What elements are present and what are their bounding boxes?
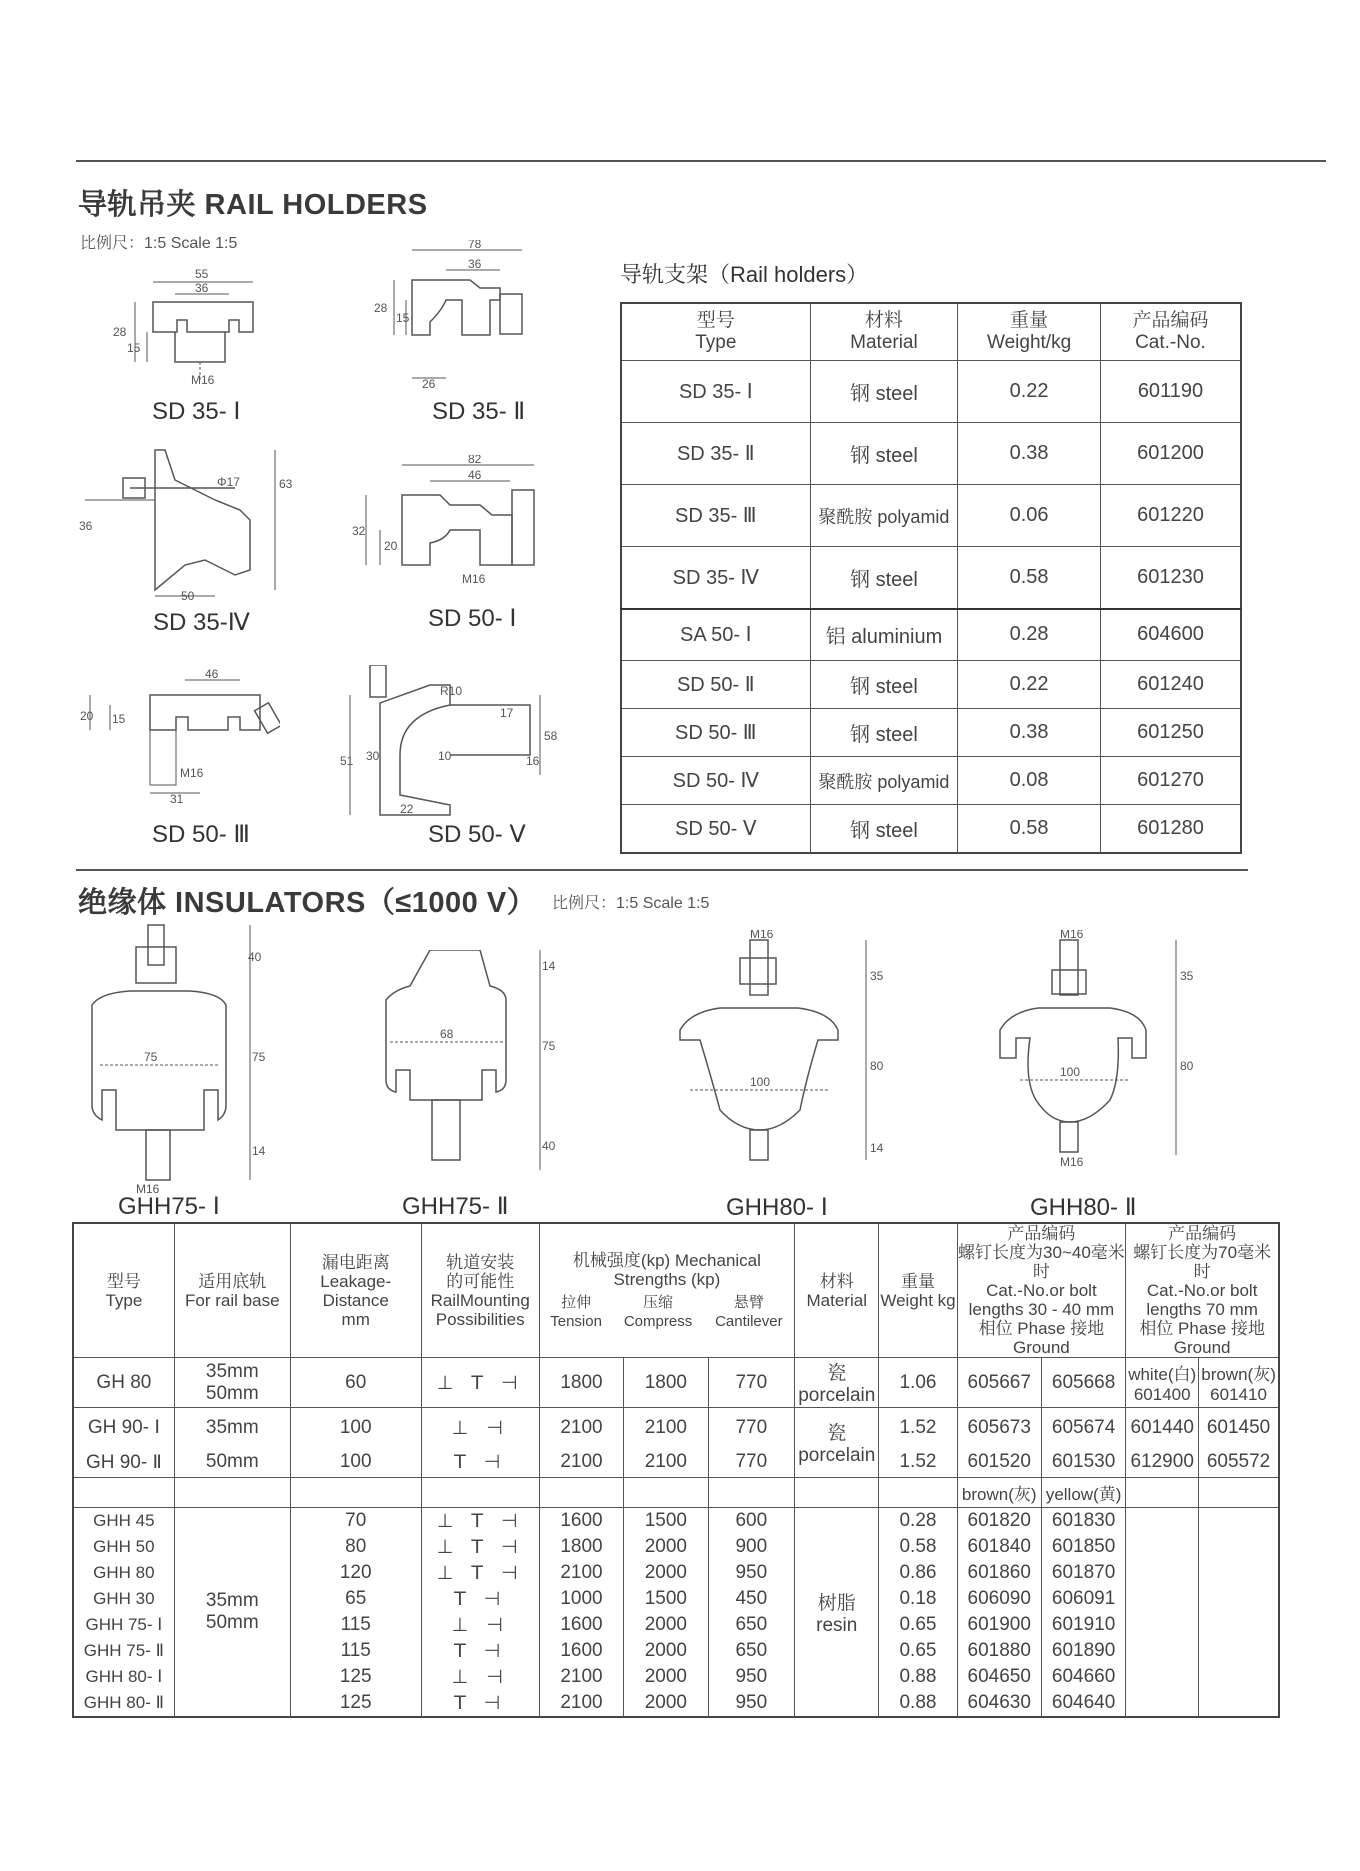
dim-sd50iii-46: 46 [205,667,219,681]
dim-sd35ii-78: 78 [468,240,482,251]
resin-leak: 70 80 120 65 115 115 125 125 [290,1508,421,1718]
header-type: 型号 Type [621,303,810,361]
cell-material: 钢 steel [810,361,958,423]
dim-sd50v-16: 16 [526,754,540,768]
cell-compress: 2100 [624,1448,708,1478]
insulators-title: 绝缘体 INSULATORS（≤1000 V） [78,887,537,919]
cell-base: 35mm [174,1408,290,1448]
cell-weight: 0.38 [958,423,1101,485]
dim-g80i-14: 14 [870,1141,884,1155]
figure-ghh75-ii [370,950,570,1190]
rail-holders-title: 导轨吊夹 RAIL HOLDERS [78,189,428,221]
cell-cat: 604600 [1100,609,1241,661]
cell-phase70: white(白) 601400 [1126,1358,1199,1408]
dim-g80ii-m16: M16 [1060,930,1084,941]
figure-sd50-v [340,665,570,820]
cell-weight: 0.08 [958,757,1101,805]
label-yellow: yellow(黄) [1041,1478,1125,1508]
label-sd50-v: SD 50- Ⅴ [428,821,526,848]
hdr-mechanical: 机械强度(kp) Mechanical Strengths (kp) 拉伸Tension 压缩 Compress 悬臂 Cantilever [539,1223,794,1358]
label-sd50-iii: SD 50- Ⅲ [152,821,250,848]
color-label-row [73,1478,1279,1508]
dim-sd35i-36: 36 [195,281,209,295]
label-ghh80-ii: GHH80- Ⅱ [1030,1194,1137,1221]
dim-sd50v-17: 17 [500,706,514,720]
rail-table-title: 导轨支架（Rail holders） [620,262,869,287]
dim-sd50i-82: 82 [468,455,482,466]
header-weight: 重量 Weight/kg [958,303,1101,361]
dim-sd50iii-31: 31 [170,792,184,805]
cell-tension: 2100 [539,1448,623,1478]
cell-cat: 601190 [1100,361,1241,423]
cell-weight: 1.52 [879,1408,957,1448]
cell-material: 聚酰胺 polyamid [810,757,958,805]
dim-sd50i-46: 46 [468,468,482,482]
dim-sd35ii-26: 26 [422,377,436,390]
dim-sd35ii-15: 15 [396,311,410,325]
dim-sd35i-28: 28 [113,325,127,339]
dim-sd50v-22: 22 [400,802,414,816]
dim-sd35i-m16: M16 [191,373,215,387]
hdr-mounting: 轨道安装 的可能性 RailMounting Possibilities [421,1223,539,1358]
cell-mount: ⊥ T ⊣ [421,1358,539,1408]
dim-g75ii-68: 68 [440,1027,454,1041]
dim-sd35i-15: 15 [127,341,141,355]
cell-compress: 1800 [624,1358,708,1408]
cell-type: GH 90- Ⅰ [73,1408,174,1448]
dim-sd35ii-28: 28 [374,301,388,315]
cell-cat: 601280 [1100,805,1241,853]
hdr-rail-base: 适用底轨 For rail base [174,1223,290,1358]
cell-cat: 601200 [1100,423,1241,485]
dim-g80ii-80: 80 [1180,1059,1194,1073]
dim-sd50v-30: 30 [366,749,380,763]
rail-holders-table [620,302,1242,854]
hdr-tension: 拉伸Tension [550,1293,602,1330]
cell-cantilever: 770 [708,1358,795,1408]
dim-g80ii-m16b: M16 [1060,1155,1084,1169]
resin-weight: 0.28 0.58 0.86 0.18 0.65 0.65 0.88 0.88 [879,1508,957,1718]
cell-type: SD 50- Ⅱ [621,661,810,709]
cell-weight: 0.58 [958,547,1101,609]
dim-sd50i-m16: M16 [462,572,486,586]
header-material: 材料 Material [810,303,958,361]
cell-weight: 1.52 [879,1448,957,1478]
resin-cantilever: 600 900 950 450 650 650 950 950 [708,1508,795,1718]
cell-base: 50mm [174,1448,290,1478]
cell-phase: 601520 [957,1448,1041,1478]
table-row [73,1358,1279,1408]
cell-type: SA 50- Ⅰ [621,609,810,661]
cell-material: 瓷 porcelain [795,1358,879,1408]
cell-ground70: brown(灰) 601410 [1199,1358,1279,1408]
dim-sd50iii-15: 15 [112,712,126,726]
cell-phase: 605673 [957,1408,1041,1448]
cell-type: SD 35- Ⅱ [621,423,810,485]
insulators-table [72,1222,1280,1718]
dim-g75i-14: 14 [252,1144,266,1158]
cell-cat: 601250 [1100,709,1241,757]
top-rule [76,160,1326,162]
resin-base: 35mm 50mm [174,1508,290,1718]
label-ghh75-i: GHH75- Ⅰ [118,1193,220,1220]
table-row [621,609,1241,661]
hdr-leakage: 漏电距离 Leakage-Distance mm [290,1223,421,1358]
cell-type: SD 50- Ⅲ [621,709,810,757]
resin-types: GHH 45 GHH 50 GHH 80 GHH 30 GHH 75- Ⅰ GHH 75- Ⅱ GHH 80- Ⅰ GHH 80- Ⅱ [73,1508,174,1718]
cell-material: 钢 steel [810,547,958,609]
dim-g80i-100: 100 [750,1075,771,1089]
cell-leak: 100 [290,1448,421,1478]
dim-g75i-75b: 75 [252,1050,266,1064]
figure-sd35-iv [75,440,295,605]
dim-g80ii-100: 100 [1060,1065,1081,1079]
dim-sd50v-r10: R10 [440,684,463,698]
ins-scale-note: 比例尺：1:5 Scale 1:5 [552,895,710,912]
cell-material: 瓷 porcelain [795,1408,879,1478]
resin-phase: 601820 601840 601860 606090 601900 601880 604650 604630 [957,1508,1041,1718]
table-row [621,547,1241,609]
resin-ground: 601830 601850 601870 606091 601910 601890 604660 604640 [1041,1508,1125,1718]
dim-g80i-35: 35 [870,969,884,983]
dim-sd35ii-36: 36 [468,257,482,271]
cell-mount: ⊥ ⊣ [421,1408,539,1448]
cell-base: 35mm 50mm [174,1358,290,1408]
cell-cantilever: 770 [708,1448,795,1478]
cell-weight: 0.38 [958,709,1101,757]
dim-sd50iii-m16: M16 [180,766,204,780]
cell-material: 钢 steel [810,661,958,709]
header-catno: 产品编码 Cat.-No. [1100,303,1241,361]
cell-weight: 0.28 [958,609,1101,661]
dim-g80i-80: 80 [870,1059,884,1073]
table-row [621,805,1241,853]
cell-ground: 605674 [1041,1408,1125,1448]
cell-material: 铝 aluminium [810,609,958,661]
cell-type: SD 35- Ⅲ [621,485,810,547]
cell-material: 钢 steel [810,709,958,757]
dim-sd35iv-phi17: Φ17 [217,475,240,489]
cell-phase: 605667 [957,1358,1041,1408]
table-row [73,1408,1279,1448]
dim-g75i-m16: M16 [136,1182,160,1195]
dim-sd50v-51: 51 [340,754,354,768]
table-row [621,361,1241,423]
table-row [621,423,1241,485]
rail-scale-note: 比例尺：1:5 Scale 1:5 [80,235,238,252]
dim-g75i-75a: 75 [144,1050,158,1064]
cell-cat: 601240 [1100,661,1241,709]
label-sd50-i: SD 50- Ⅰ [428,605,517,632]
table-row [621,757,1241,805]
hdr-weight: 重量 Weight kg [879,1223,957,1358]
figure-sd35-ii [350,240,550,390]
cell-mount: T ⊣ [421,1448,539,1478]
cell-ground70: 601450 [1199,1408,1279,1448]
figure-sd35-i [95,262,275,392]
label-sd35-iv: SD 35-Ⅳ [153,609,250,636]
dim-g80ii-35: 35 [1180,969,1194,983]
dim-sd50iii-20: 20 [80,709,94,723]
mid-rule [76,869,1248,871]
cell-cat: 601270 [1100,757,1241,805]
cell-type: GH 90- Ⅱ [73,1448,174,1478]
table-row [621,709,1241,757]
cell-type: SD 50- Ⅳ [621,757,810,805]
resin-block [73,1508,1279,1718]
cell-tension: 2100 [539,1408,623,1448]
dim-sd35iv-36: 36 [79,519,93,533]
cell-leak: 100 [290,1408,421,1448]
figure-ghh80-i [660,930,890,1180]
cell-cantilever: 770 [708,1408,795,1448]
rail-table-header [621,303,1241,361]
cell-tension: 1800 [539,1358,623,1408]
cell-weight: 1.06 [879,1358,957,1408]
resin-compress: 1500 2000 2000 1500 2000 2000 2000 2000 [624,1508,708,1718]
cell-cat: 601230 [1100,547,1241,609]
label-brown: brown(灰) [957,1478,1041,1508]
dim-sd50i-20: 20 [384,539,398,553]
cell-weight: 0.22 [958,361,1101,423]
cell-material: 聚酰胺 polyamid [810,485,958,547]
cell-type: SD 50- Ⅴ [621,805,810,853]
dim-g75ii-75: 75 [542,1039,556,1053]
label-ghh80-i: GHH80- Ⅰ [726,1194,828,1221]
resin-tension: 1600 1800 2100 1000 1600 1600 2100 2100 [539,1508,623,1718]
cell-ground: 605668 [1041,1358,1125,1408]
ins-table-header [73,1223,1279,1358]
dim-g75ii-14: 14 [542,959,556,973]
cell-ground70: 605572 [1199,1448,1279,1478]
figure-ghh80-ii [980,930,1210,1170]
hdr-catno-70: 产品编码 螺钉长度为70毫米时 Cat.-No.or bolt lengths 70 mm 相位 Phase 接地 Ground [1126,1223,1279,1358]
hdr-cantilever: 悬臂 Cantilever [715,1293,783,1330]
cell-ground: 601530 [1041,1448,1125,1478]
table-row [621,661,1241,709]
label-sd35-i: SD 35- Ⅰ [152,398,241,425]
cell-type: GH 80 [73,1358,174,1408]
hdr-compress: 压缩 Compress [623,1293,693,1330]
cell-weight: 0.06 [958,485,1101,547]
dim-sd50v-58: 58 [544,729,558,743]
dim-sd50i-32: 32 [352,524,366,538]
dim-g75i-40: 40 [248,950,262,964]
table-row [73,1448,1279,1478]
figure-sd50-i [350,455,560,595]
hdr-material: 材料 Material [795,1223,879,1358]
cell-material: 钢 steel [810,423,958,485]
cell-type: SD 35- Ⅰ [621,361,810,423]
cell-cat: 601220 [1100,485,1241,547]
dim-sd35iv-63: 63 [279,477,293,491]
cell-leak: 60 [290,1358,421,1408]
hdr-type: 型号 Type [73,1223,174,1358]
figure-ghh75-i [80,915,280,1195]
hdr-catno-30-40: 产品编码 螺钉长度为30~40毫米时 Cat.-No.or bolt lengths 30 - 40 mm 相位 Phase 接地 Ground [958,1224,1125,1357]
resin-material: 树脂 resin [795,1508,879,1718]
cell-type: SD 35- Ⅳ [621,547,810,609]
cell-phase70: 612900 [1126,1448,1199,1478]
cell-compress: 2100 [624,1408,708,1448]
cell-material: 钢 steel [810,805,958,853]
figure-sd50-iii [80,665,280,805]
dim-sd35iv-50: 50 [181,589,195,603]
table-row [621,485,1241,547]
dim-g75ii-40: 40 [542,1139,556,1153]
label-ghh75-ii: GHH75- Ⅱ [402,1193,509,1220]
cell-weight: 0.58 [958,805,1101,853]
label-sd35-ii: SD 35- Ⅱ [432,398,526,425]
cell-phase70: 601440 [1126,1408,1199,1448]
dim-g80i-m16: M16 [750,930,774,941]
dim-sd50v-10: 10 [438,749,452,763]
resin-mount: ⊥ T ⊣ ⊥ T ⊣ ⊥ T ⊣ T ⊣ ⊥ ⊣ T ⊣ ⊥ ⊣ T ⊣ [421,1508,539,1718]
dim-sd35i-55: 55 [195,267,209,281]
cell-weight: 0.22 [958,661,1101,709]
